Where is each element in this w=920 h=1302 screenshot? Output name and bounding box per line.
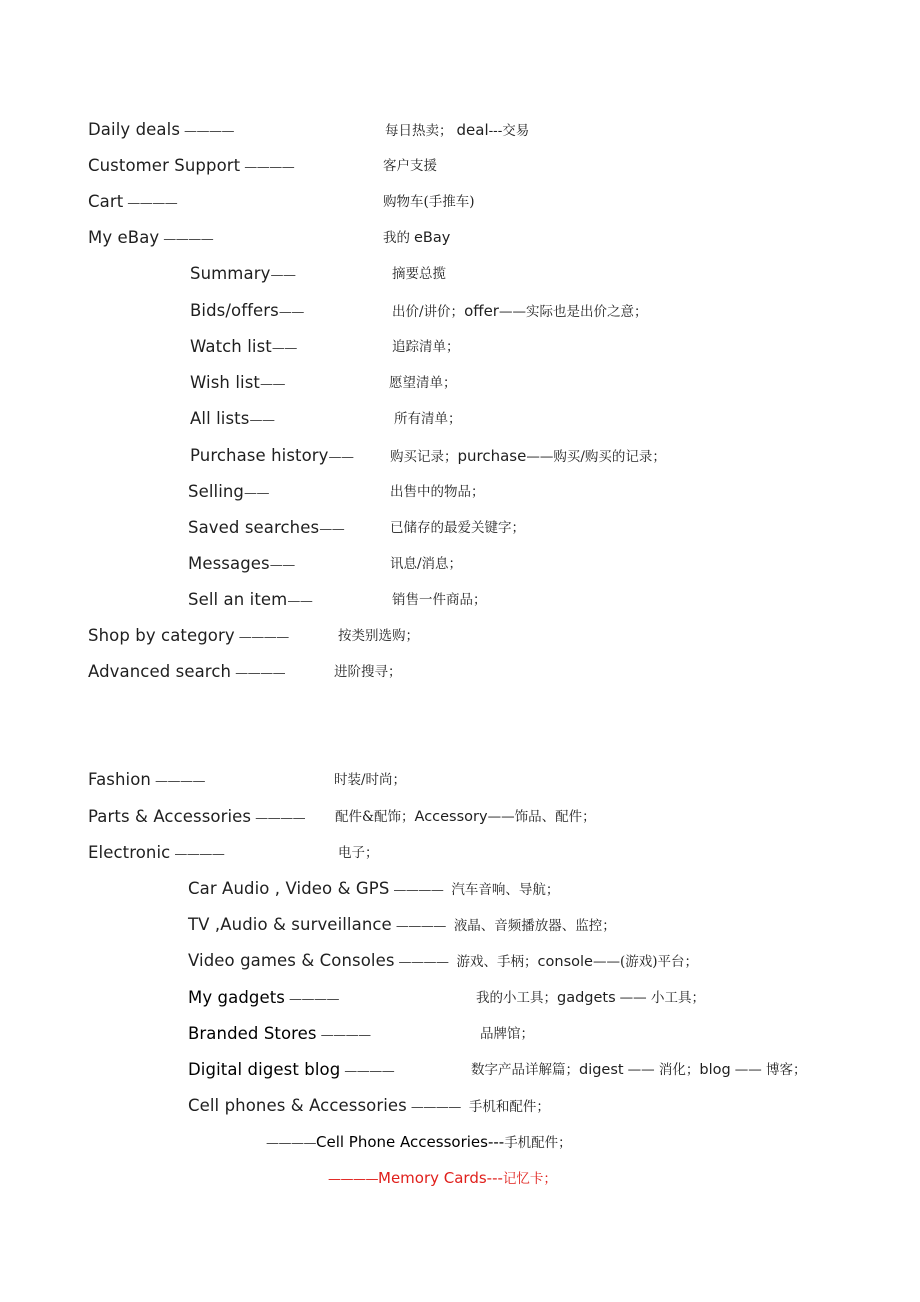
dash: ———— (410, 1100, 461, 1115)
translation: 客户支援 (383, 158, 437, 174)
entry-cart (88, 192, 177, 212)
dash: ———— (320, 1028, 371, 1043)
extra-translation: ——购买/购买的记录； (526, 449, 666, 465)
term: Fashion (88, 770, 151, 789)
entry-advanced-search (88, 662, 285, 682)
translation-parts-accessories (335, 807, 596, 827)
translation-electronic (338, 843, 379, 863)
entry-electronic (88, 843, 224, 863)
extra-term: offer (464, 302, 499, 320)
extra-translation: ---交易 (488, 123, 530, 139)
entry-daily-deals (88, 120, 234, 140)
translation: 电子； (338, 845, 379, 861)
dash: ———— (255, 811, 306, 826)
translation: 所有清单； (394, 411, 462, 427)
entry-cell-phone-accessories (266, 1132, 572, 1152)
translation: 购买记录； (390, 449, 458, 465)
translation: 愿望清单； (389, 375, 457, 391)
translation-all-lists (394, 409, 462, 429)
translation: 记忆卡； (502, 1171, 557, 1187)
extra-term: Accessory (414, 809, 488, 825)
dash: ———— (395, 919, 446, 934)
translation: 时装/时尚； (334, 772, 407, 788)
translation: 按类别选购； (338, 628, 419, 644)
extra-term: gadgets (557, 990, 616, 1006)
dash: ———— (235, 666, 286, 681)
term: Saved searches (188, 518, 320, 537)
dash: —— (270, 268, 296, 283)
entry-my-gadgets (188, 988, 339, 1008)
dash: —— (271, 341, 297, 356)
translation-en: eBay (414, 230, 451, 246)
dash: —— (259, 377, 285, 392)
entry-saved-searches (188, 518, 344, 538)
term: Electronic (88, 843, 171, 862)
term: Watch list (190, 337, 272, 356)
dash: —— (328, 450, 354, 465)
translation: 游戏、手柄； (456, 954, 538, 970)
dash: —— (249, 413, 275, 428)
term: Parts & Accessories (88, 807, 252, 826)
dash: ———— (163, 232, 214, 247)
entry-shop-by-category (88, 626, 289, 646)
translation-summary (392, 264, 446, 284)
dash: ———— (238, 630, 289, 645)
translation-digital-digest-blog (471, 1060, 807, 1080)
term: Daily deals (88, 120, 181, 139)
entry-fashion (88, 770, 205, 790)
extra-translation: —— 消化； (627, 1062, 700, 1078)
term: Selling (188, 482, 245, 501)
translation-branded-stores (480, 1024, 534, 1044)
entry-sell-an-item (188, 590, 312, 610)
entry-purchase-history (190, 446, 354, 466)
translation: 手机和配件； (468, 1099, 550, 1115)
dash: ———— (184, 124, 235, 139)
dash: ———— (154, 774, 205, 789)
translation: 摘要总揽 (392, 266, 446, 282)
entry-branded-stores (188, 1024, 371, 1044)
extra-translation: ——(游戏)平台； (592, 954, 699, 970)
term: Memory Cards--- (378, 1169, 503, 1187)
entry-customer-support (88, 156, 294, 176)
term: My gadgets (188, 988, 285, 1007)
dash: ———— (244, 160, 295, 175)
translation: 已储存的最爱关键字； (390, 520, 525, 536)
dash: ———— (328, 1172, 378, 1187)
extra-translation: —— 小工具； (619, 990, 705, 1006)
extra-translation-2: —— 博客； (734, 1062, 807, 1078)
translation: 汽车音响、导航； (451, 882, 560, 898)
translation: 手机配件； (504, 1135, 572, 1151)
translation: 配件&配饰； (335, 809, 415, 825)
term: Digital digest blog (188, 1060, 341, 1079)
translation-selling (390, 482, 485, 502)
term: Car Audio , Video & GPS (188, 879, 390, 898)
term: Wish list (190, 373, 260, 392)
entry-video-games (188, 951, 698, 971)
dash: ———— (398, 955, 449, 970)
dash: ———— (127, 196, 178, 211)
term: Cell Phone Accessories--- (316, 1133, 505, 1151)
translation-cart (383, 192, 475, 212)
translation: 我的 (383, 230, 410, 246)
dash: —— (244, 486, 270, 501)
dash: ———— (174, 847, 225, 862)
term: Messages (188, 554, 270, 573)
translation: 出价/讲价； (392, 304, 465, 320)
term: Cart (88, 192, 124, 211)
term: Advanced search (88, 662, 232, 681)
dash: —— (269, 558, 295, 573)
entry-bids-offers (190, 301, 304, 321)
term: Video games & Consoles (188, 951, 395, 970)
entry-my-ebay (88, 228, 213, 248)
dash: ———— (393, 883, 444, 898)
entry-watch-list (190, 337, 297, 357)
translation-wish-list (389, 373, 457, 393)
translation: 追踪清单； (392, 339, 460, 355)
entry-summary (190, 264, 295, 284)
dash: ———— (344, 1064, 395, 1079)
term: TV ,Audio & surveillance (188, 915, 392, 934)
translation-customer-support (383, 156, 437, 176)
term: Bids/offers (190, 301, 279, 320)
translation: 讯息/消息； (390, 556, 463, 572)
translation: 购物车(手推车) (383, 194, 475, 210)
extra-translation: ——实际也是出价之意； (498, 304, 648, 320)
term: Summary (190, 264, 271, 283)
extra-translation: ——饰品、配件； (487, 809, 596, 825)
translation: 数字产品详解篇； (471, 1062, 579, 1078)
term: Purchase history (190, 446, 329, 465)
extra-term: deal (456, 121, 489, 139)
entry-cell-phones (188, 1096, 550, 1116)
translation: 出售中的物品； (390, 484, 485, 500)
translation-sell-an-item (392, 590, 487, 610)
translation-daily-deals (385, 120, 529, 140)
entry-parts-accessories (88, 807, 305, 827)
term: All lists (190, 409, 250, 428)
dash: —— (319, 522, 345, 537)
translation: 销售一件商品； (392, 592, 487, 608)
dash: ———— (289, 992, 339, 1007)
extra-term-2: blog (699, 1062, 731, 1078)
translation: 进阶搜寻； (334, 664, 402, 680)
translation-bids-offers (392, 301, 647, 321)
translation: 品牌馆； (480, 1026, 534, 1042)
term: Customer Support (88, 156, 241, 175)
extra-term: purchase (457, 447, 527, 465)
translation-shop-by-category (338, 626, 419, 646)
term: Sell an item (188, 590, 288, 609)
translation-watch-list (392, 337, 460, 357)
translation-messages (390, 554, 462, 574)
translation: 我的小工具； (476, 990, 557, 1006)
translation-my-ebay (383, 228, 450, 248)
dash: —— (278, 305, 304, 320)
extra-term: digest (579, 1062, 624, 1078)
entry-selling (188, 482, 269, 502)
entry-all-lists (190, 409, 274, 429)
term: Shop by category (88, 626, 235, 645)
term: Branded Stores (188, 1024, 317, 1043)
entry-car-audio (188, 879, 559, 899)
translation-advanced-search (334, 662, 402, 682)
dash: —— (287, 594, 313, 609)
dash: ———— (266, 1136, 316, 1151)
translation-fashion (334, 770, 406, 790)
translation-saved-searches (390, 518, 525, 538)
extra-term: console (537, 954, 593, 970)
entry-wish-list (190, 373, 285, 393)
entry-messages (188, 554, 295, 574)
translation: 液晶、音频播放器、监控； (453, 918, 616, 934)
translation: 每日热卖； (385, 123, 453, 139)
term: Cell phones & Accessories (188, 1096, 407, 1115)
translation-purchase-history (390, 446, 666, 466)
entry-memory-cards (328, 1168, 557, 1188)
translation-my-gadgets (476, 988, 705, 1008)
term: My eBay (88, 228, 160, 247)
entry-tv-audio (188, 915, 616, 935)
entry-digital-digest-blog (188, 1060, 394, 1080)
